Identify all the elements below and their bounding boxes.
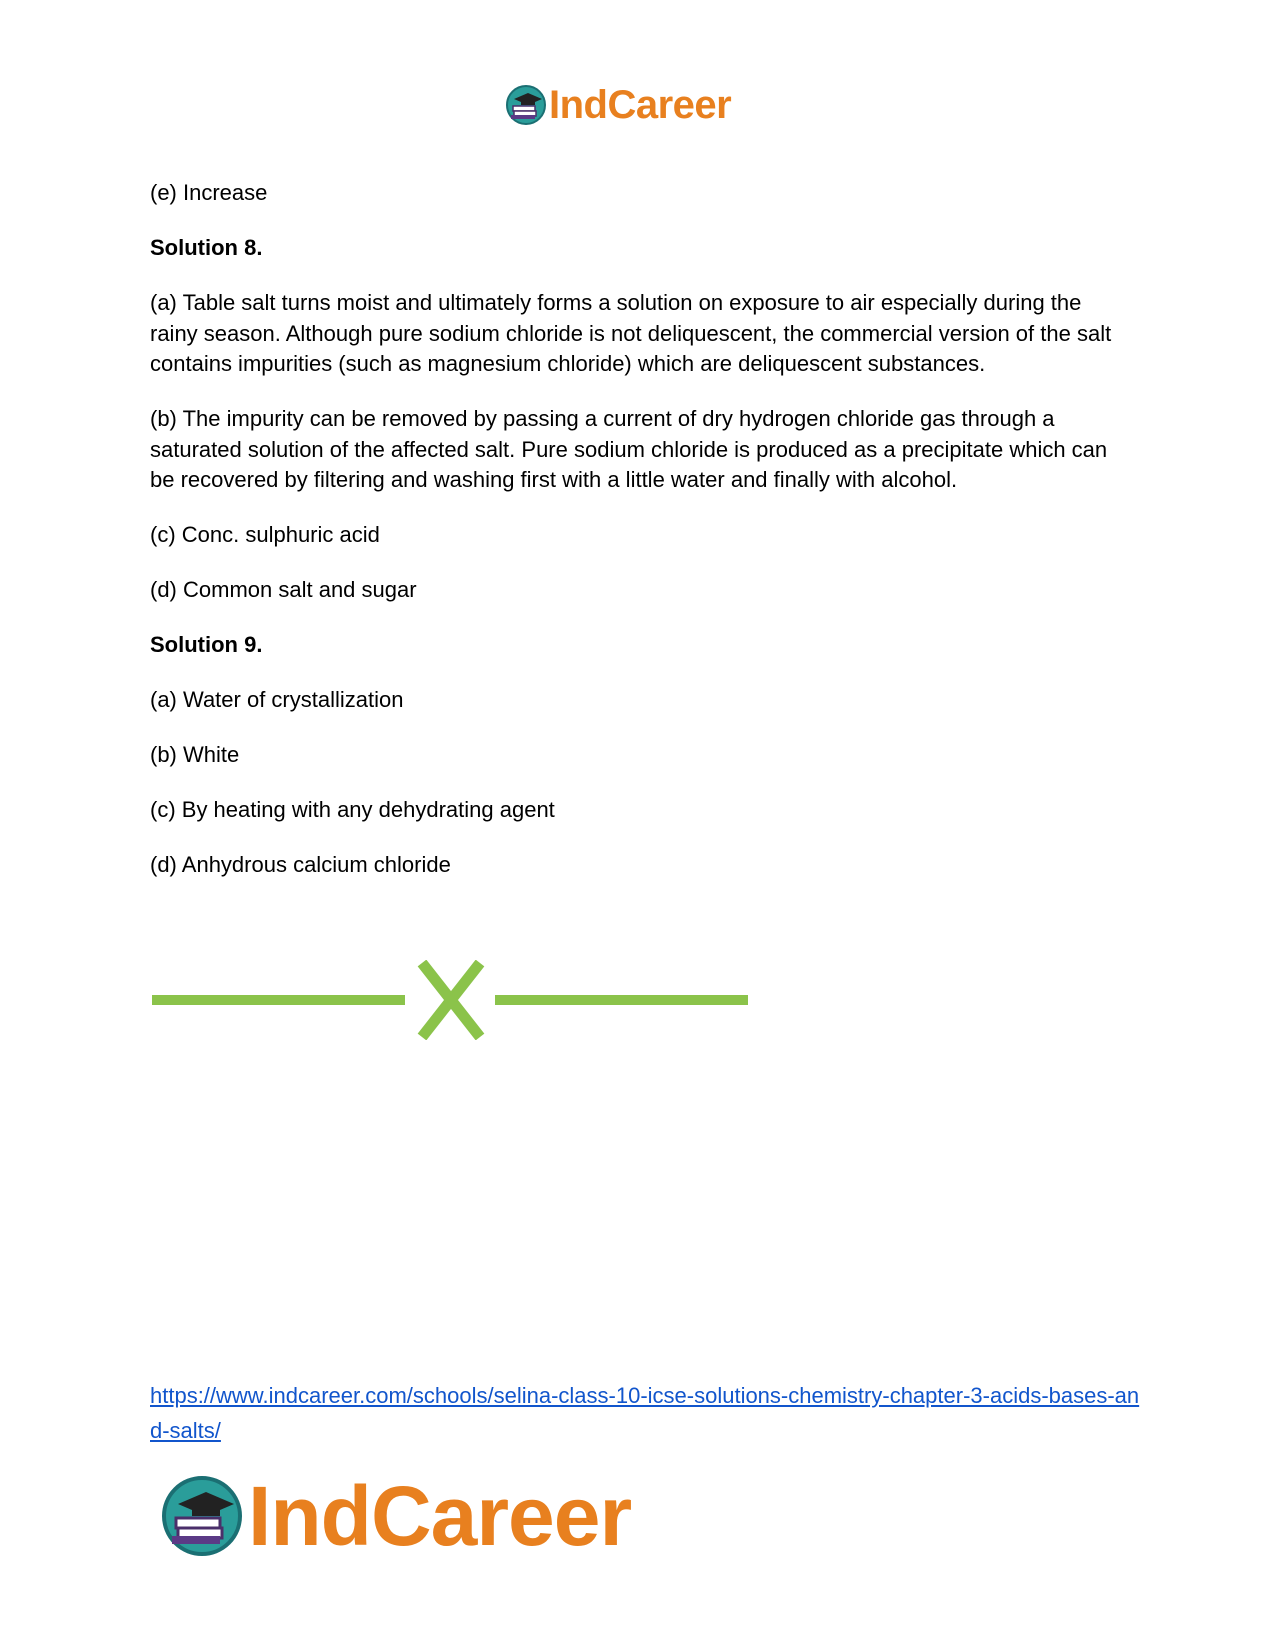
section-divider <box>150 960 760 1040</box>
document-body <box>150 178 1130 905</box>
header-logo <box>505 82 731 128</box>
solution-8-heading: Solution 8. <box>150 235 263 260</box>
answer-8b: (b) The impurity can be removed by passing a current of dry hydrogen chloride gas through a saturated solution of the affected salt. Pure sodium chloride is produced as a precipitate which can be recovered by filtering and washing first with a little water and finally with alcohol. <box>150 406 1108 492</box>
graduation-book-icon <box>160 1474 244 1558</box>
answer-8d: (d) Common salt and sugar <box>150 577 417 602</box>
header-logo-text: IndCareer <box>549 82 732 127</box>
answer-9c: (c) By heating with any dehydrating agent <box>150 797 555 822</box>
answer-9b: (b) White <box>150 742 240 767</box>
solution-9-heading: Solution 9. <box>150 632 263 657</box>
graduation-book-icon <box>505 84 547 126</box>
answer-9a: (a) Water of crystallization <box>150 687 404 712</box>
answer-8a: (a) Table salt turns moist and ultimately forms a solution on exposure to air especially during the rainy season. Although pure sodium chloride is not deliquescent, the commercial version of the salt contains impurities (such as magnesium chloride) which are deliquescent substances. <box>150 290 1112 376</box>
footer-logo-text: IndCareer <box>248 1468 632 1563</box>
cross-icon <box>422 963 480 1037</box>
answer-9d: (d) Anhydrous calcium chloride <box>150 852 451 877</box>
source-url-link[interactable]: https://www.indcareer.com/schools/selina-class-10-icse-solutions-chemistry-chapter-3-acids-bases-and-salts/ <box>150 1383 1140 1443</box>
answer-8c: (c) Conc. sulphuric acid <box>150 522 380 547</box>
answer-8e: (e) Increase <box>150 180 268 205</box>
footer-logo <box>160 1470 631 1562</box>
